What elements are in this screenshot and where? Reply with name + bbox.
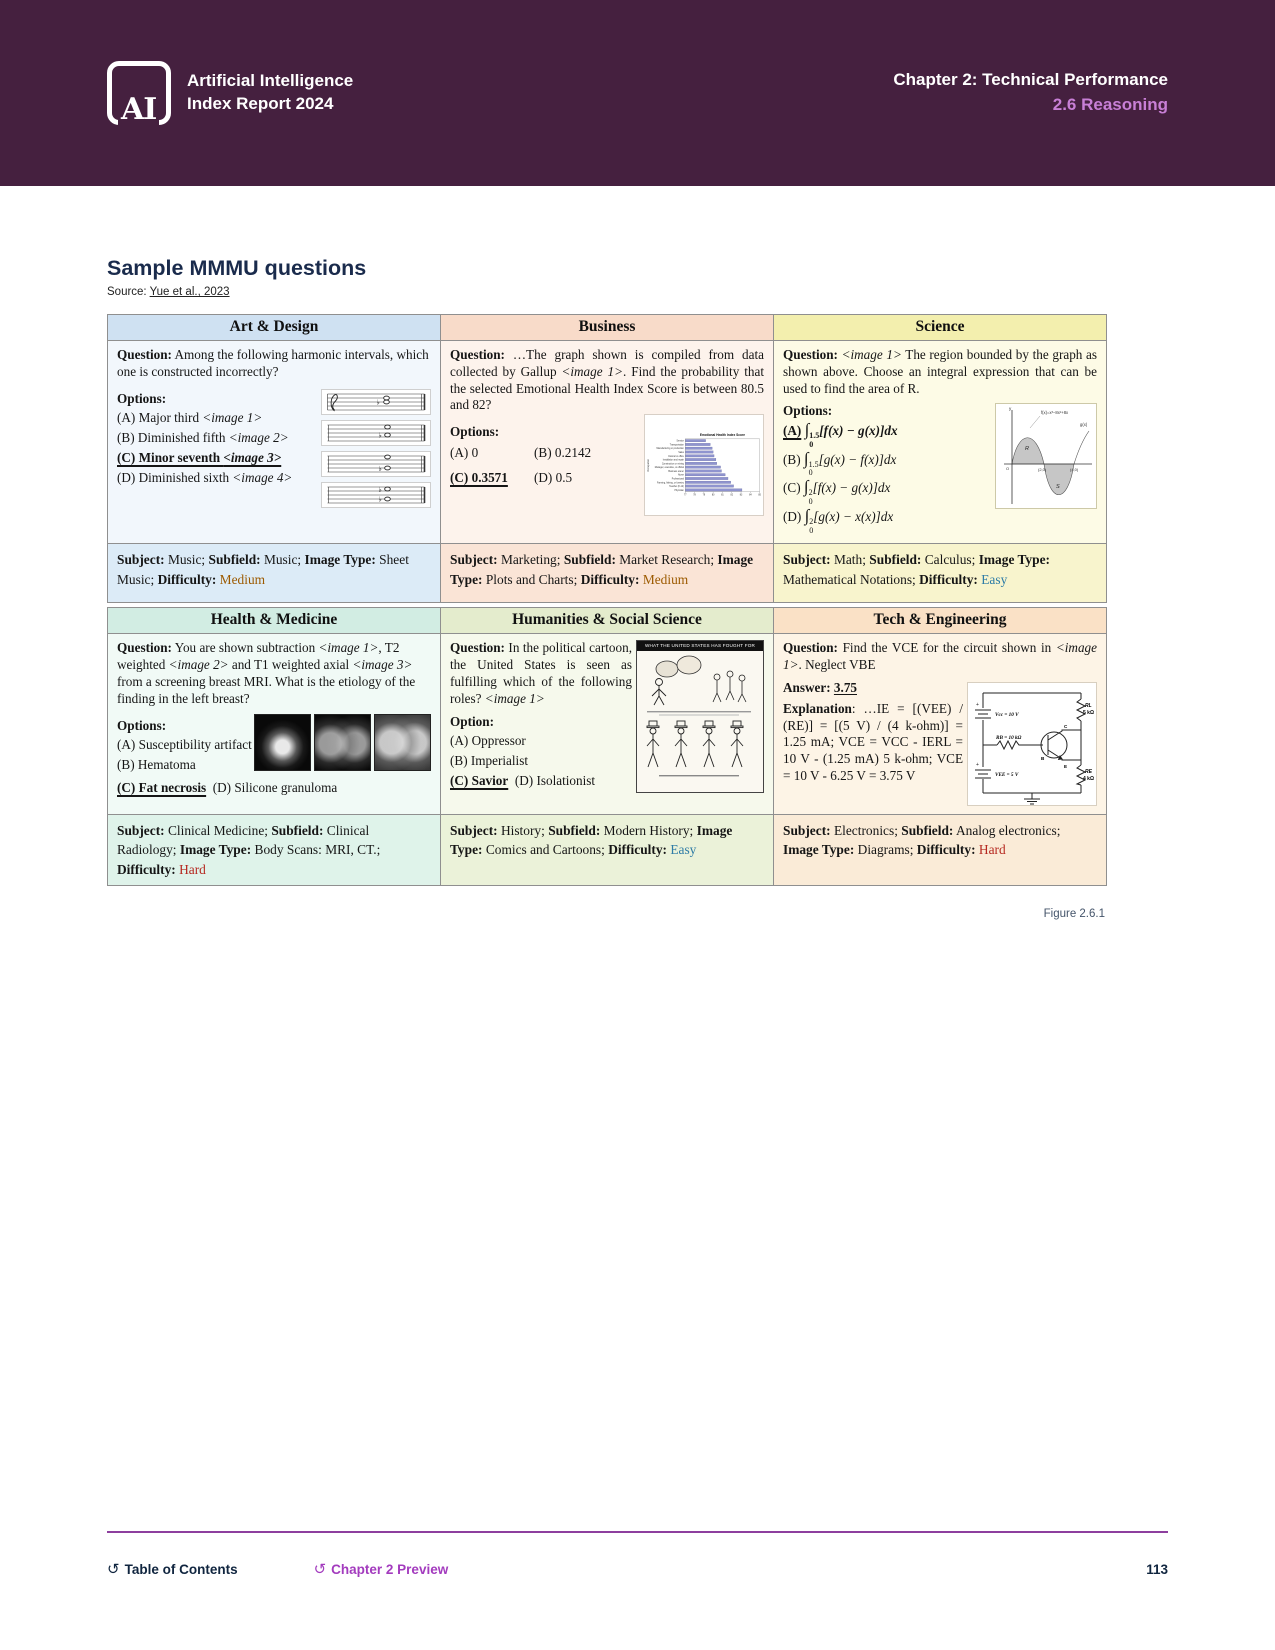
mri-image-1: [254, 714, 311, 771]
options-label: Options:: [117, 717, 167, 733]
science-question-text: The region bounded by the graph as shown above. Choose an integral expression that can be used to find the area of R.: [783, 347, 1097, 396]
image-ref: <image 4>: [232, 469, 293, 485]
tech-subject-cell: [774, 815, 1106, 885]
science-option-c: (C): [783, 480, 801, 496]
subject-label: Subject:: [117, 822, 165, 838]
tech-answer: 3.75: [833, 679, 857, 695]
health-question-cell: [108, 634, 441, 815]
int-lower: 0: [809, 525, 814, 535]
svg-text:Manager, executive, or officia: Manager, executive, or official: [654, 467, 684, 470]
tech-explanation: : …IE = [(VEE) / (RE)] = [(5 V) / (4 k-ohm)] = 1.25 mA; VCE = VCC - IERL = 10 V - (1.25 mA) 5 k-ohm; VCE = 10 V - 6.25 V = 3.75 V: [783, 700, 963, 783]
question-label: Question:: [450, 347, 505, 362]
svg-text:78: 78: [693, 494, 696, 497]
svg-text:Construction or mining: Construction or mining: [661, 463, 684, 466]
graph-region-s: S: [1056, 484, 1060, 491]
health-option-a: (A) Susceptibility artifact: [117, 737, 252, 753]
tech-question-text-1: Find the VCE for the circuit shown in: [837, 640, 1056, 656]
graph-region-r: R: [1025, 446, 1029, 453]
sheet-music-image-3: [321, 451, 431, 477]
svg-text:Business owner: Business owner: [668, 471, 684, 474]
source-prefix: Source:: [107, 286, 150, 298]
sheet-music-image-2: [321, 420, 431, 446]
options-label: Options:: [117, 390, 167, 406]
brand-line1: Artificial Intelligence: [187, 71, 354, 91]
explanation-label: Explanation: [783, 700, 852, 716]
circuit-rl-label: RL: [1085, 702, 1092, 709]
art-difficulty: Medium: [216, 571, 266, 587]
chapter-preview-link[interactable]: [314, 1560, 449, 1578]
graph-f-label: f(x)=x³−8x²+8x: [1041, 410, 1069, 416]
int-upper: 2: [809, 516, 814, 526]
science-subfield: Calculus;: [921, 552, 976, 568]
humanities-subfield: Modern History;: [600, 822, 697, 838]
chapter-block: [893, 68, 1168, 117]
header-health-medicine: Health & Medicine: [108, 608, 441, 634]
section-title: 2.6 Reasoning: [1052, 95, 1168, 114]
circuit-e-label: E: [1064, 763, 1068, 769]
subfield-label: Subfield:: [901, 822, 954, 838]
science-option-a-expr: [f(x) − g(x)]dx: [819, 423, 898, 439]
business-subject: Marketing;: [497, 552, 564, 568]
science-option-b: (B): [783, 451, 801, 467]
svg-text:♭: ♭: [378, 486, 382, 494]
int-lower: 0: [808, 497, 813, 507]
circuit-rl-value: 5 kΩ: [1083, 709, 1094, 716]
image-ref: <image 1>: [783, 640, 1097, 673]
tech-subfield: Analog electronics;: [953, 822, 1061, 838]
difficulty-label: Difficulty:: [916, 842, 976, 858]
int-lower: 0: [809, 439, 814, 449]
science-option-a-correct: (A): [783, 423, 802, 439]
graph-g-label: g(x): [1080, 422, 1088, 428]
art-question-cell: [108, 341, 441, 544]
emotional-health-index-chart: [644, 414, 764, 516]
health-image-type: Body Scans: MRI, CT.;: [251, 842, 381, 858]
int-upper: 1.5: [808, 459, 819, 469]
subfield-label: Subfield:: [563, 552, 616, 568]
image-type-label: Image Type:: [450, 822, 733, 858]
region-graph-image: [995, 403, 1097, 509]
business-option-d: (D) 0.5: [534, 469, 573, 485]
humanities-option-b: (B) Imperialist: [450, 753, 529, 769]
svg-text:84: 84: [749, 494, 752, 497]
subject-label: Subject:: [450, 552, 498, 568]
humanities-question-cell: [441, 634, 774, 815]
svg-text:Transportation: Transportation: [669, 444, 684, 447]
humanities-option-c-correct: (C) Savior: [450, 772, 509, 788]
subject-label: Subject:: [783, 552, 831, 568]
science-question-cell: Question: <image 1> The region bounded by the graph as shown above. Choose an integral expression that can be used to find the area of R. y f(x)=x³−8x²+8x g(x) R S (2,0) (4,0) O Options: (A) ∫ 1.5 0 [f(x) − g(x)]dx (B) ∫ 1.5 0 [g(x) − f(x)]dx (C) ∫ 2 0 [f(x) − g(x)]dx (D) ∫ 2 0 [g(x) − x(x)]dx: [774, 341, 1106, 544]
svg-text:Clerical or office: Clerical or office: [668, 455, 684, 458]
circuit-b-label: B: [1041, 755, 1045, 761]
circuit-vee-label: VEE = 5 V: [995, 771, 1019, 778]
svg-text:82: 82: [730, 494, 734, 497]
science-difficulty: Easy: [977, 571, 1008, 587]
subject-label: Subject:: [117, 552, 165, 568]
art-subject-cell: [108, 544, 441, 602]
tech-difficulty: Hard: [975, 842, 1006, 858]
question-label: Question:: [450, 640, 505, 656]
circuit-vcc-label: Vcc = 10 V: [995, 711, 1019, 718]
tech-question-text-2: . Neglect VBE: [798, 657, 876, 673]
image-type-label: Image Type:: [304, 552, 376, 568]
svg-text:81: 81: [721, 494, 724, 497]
difficulty-label: Difficulty:: [157, 571, 217, 587]
humanities-difficulty: Easy: [666, 842, 697, 858]
graph-pt1: (2,0): [1038, 467, 1047, 473]
health-option-b: (B) Hematoma: [117, 757, 196, 773]
image-ref: <image 1>: [841, 347, 902, 362]
question-label: Question:: [783, 640, 838, 656]
subfield-label: Subfield:: [548, 822, 601, 838]
mri-image-3: [374, 714, 431, 771]
image-ref: <image 3>: [352, 657, 413, 673]
business-option-a: (A) 0: [450, 444, 479, 460]
health-subfield: Clinical Radiology;: [117, 822, 370, 858]
footer-rule: [107, 1531, 1168, 1533]
svg-text:Professional: Professional: [671, 478, 684, 481]
svg-text:Teacher (K-12): Teacher (K-12): [669, 486, 684, 489]
question-label: Question:: [117, 640, 172, 656]
tech-subject: Electronics;: [830, 822, 902, 838]
business-difficulty: Medium: [639, 571, 689, 587]
science-option-d: (D): [783, 508, 802, 524]
toc-label: Table of Contents: [124, 1562, 238, 1577]
health-option-c-correct: (C) Fat necrosis: [117, 779, 207, 795]
health-option-d: (D) Silicone granuloma: [212, 779, 338, 795]
svg-text:79: 79: [702, 494, 706, 497]
business-question-text-2: . Find the probability that the selected Emotional Health Index Score is between 80.5 and 82?: [450, 363, 764, 413]
subject-label: Subject:: [450, 822, 498, 838]
business-question-cell: [441, 341, 774, 544]
mmmu-table-bottom: [107, 607, 1107, 886]
svg-text:Installation and repair: Installation and repair: [662, 459, 684, 462]
science-option-d-expr: [g(x) − x(x)]dx: [813, 508, 894, 524]
science-option-c-expr: [f(x) − g(x)]dx: [812, 480, 891, 496]
subfield-label: Subfield:: [271, 822, 324, 838]
science-option-b-expr: [g(x) − f(x)]dx: [818, 451, 897, 467]
image-ref: <image 2>: [168, 657, 229, 673]
ai-index-logo: [107, 61, 171, 125]
sheet-music-image-4: [321, 482, 431, 508]
svg-text:77: 77: [683, 494, 687, 497]
health-difficulty: Hard: [175, 861, 206, 877]
options-label: Options:: [783, 403, 833, 419]
circuit-rb-label: RB = 10 kΩ: [996, 734, 1022, 741]
image-ref: <image 2>: [228, 430, 289, 446]
mri-image-2: [314, 714, 371, 771]
difficulty-label: Difficulty:: [919, 571, 978, 587]
humanities-subject: History;: [497, 822, 549, 838]
svg-text:Manufacturing or production: Manufacturing or production: [656, 448, 684, 451]
svg-text:80: 80: [711, 494, 715, 497]
page-footer: [107, 1560, 1168, 1578]
svg-text:Farming, fishing, or forestry: Farming, fishing, or forestry: [657, 482, 684, 485]
svg-text:♭: ♭: [376, 399, 380, 407]
preview-label: Chapter 2 Preview: [331, 1562, 449, 1577]
graph-origin: O: [1006, 466, 1010, 472]
difficulty-label: Difficulty:: [608, 842, 667, 858]
top-banner: [0, 0, 1275, 186]
header-humanities: Humanities & Social Science: [441, 608, 774, 634]
svg-text:Nurse: Nurse: [677, 474, 684, 477]
brand-block: [107, 61, 353, 125]
image-ref: <image 3>: [223, 449, 282, 465]
page-number: 113: [1146, 1561, 1168, 1577]
int-upper: 1.5: [809, 431, 820, 441]
humanities-question-text: In the political cartoon, the United States is seen as fulfilling which of the following roles?: [450, 640, 632, 706]
question-label: Question:: [117, 347, 172, 362]
int-lower: 0: [808, 468, 813, 478]
header-tech-engineering: Tech & Engineering: [774, 608, 1106, 634]
humanities-subject-cell: [441, 815, 774, 885]
art-question-text: Among the following harmonic intervals, which one is constructed incorrectly?: [117, 347, 429, 379]
source-link[interactable]: Yue et al., 2023: [149, 286, 230, 298]
toc-link[interactable]: [107, 1560, 238, 1578]
mri-images: [254, 714, 431, 771]
image-ref: <image 1>: [202, 410, 263, 426]
cartoon-title: WHAT THE UNITED STATES HAS FOUGHT FOR: [637, 641, 763, 651]
circuit-diagram-image: [967, 682, 1097, 806]
political-cartoon-image: [636, 640, 764, 792]
business-question-text-1: …The graph shown is compiled from data collected by Gallup: [450, 347, 764, 379]
art-image-type: Sheet Music;: [117, 552, 409, 587]
svg-text:♭: ♭: [378, 496, 382, 504]
circuit-re-value: 4 kΩ: [1083, 775, 1094, 782]
sheet-music-images: [321, 389, 431, 508]
page-title: Sample MMMU questions: [107, 256, 367, 280]
option-label: Option:: [450, 713, 494, 729]
tech-question-cell: [774, 634, 1106, 815]
int-upper: 2: [808, 488, 813, 498]
header-science: Science: [774, 315, 1106, 341]
science-image-type: Mathematical Notations;: [783, 571, 916, 587]
svg-text:♭: ♭: [378, 432, 382, 440]
humanities-option-d: (D) Isolationist: [514, 772, 596, 788]
image-ref: <image 1>: [318, 640, 379, 656]
svg-text:+: +: [976, 701, 979, 708]
chapter-title: Chapter 2: Technical Performance: [893, 70, 1168, 90]
brand-line2: Index Report 2024: [187, 94, 334, 113]
svg-text:Occupation: Occupation: [647, 458, 651, 472]
circuit-re-label: RE: [1085, 768, 1092, 775]
svg-text:Sales: Sales: [678, 452, 684, 455]
image-ref: <image 1>: [484, 690, 545, 706]
options-label: Options:: [450, 424, 500, 440]
health-subject-cell: [108, 815, 441, 885]
health-question-text-2: , T2 weighted: [117, 640, 400, 673]
health-subject: Clinical Medicine;: [164, 822, 272, 838]
art-option-d: (D) Diminished sixth: [117, 469, 233, 485]
header-business: Business: [441, 315, 774, 341]
figure-caption: Figure 2.6.1: [1043, 908, 1105, 921]
business-option-b: (B) 0.2142: [534, 444, 592, 460]
subfield-label: Subfield:: [208, 552, 261, 568]
svg-text:85: 85: [758, 494, 761, 497]
graph-y-label: y: [1009, 406, 1012, 412]
source-line: [107, 286, 1168, 298]
humanities-image-type: Comics and Cartoons;: [482, 842, 605, 858]
business-subject-cell: [441, 544, 774, 602]
svg-text:+: +: [976, 761, 979, 768]
svg-text:Service: Service: [676, 440, 684, 443]
difficulty-label: Difficulty:: [117, 861, 176, 877]
mmmu-table-top: [107, 314, 1107, 603]
art-option-a: (A) Major third: [117, 410, 203, 426]
answer-label: Answer:: [783, 679, 831, 695]
brand-title: [187, 70, 353, 116]
business-option-c-correct: (C) 0.3571: [450, 469, 508, 485]
image-type-label: Image Type:: [179, 842, 252, 858]
health-question-text-4: from a screening breast MRI. What is the etiology of the finding in the left breast?: [117, 673, 416, 706]
circuit-c-label: C: [1064, 723, 1068, 729]
subfield-label: Subfield:: [869, 552, 922, 568]
logo-ai-text: AI: [118, 92, 159, 127]
difficulty-label: Difficulty:: [580, 571, 640, 587]
sheet-music-image-1: [321, 389, 431, 415]
art-option-c-correct: (C) Minor seventh: [117, 449, 224, 465]
graph-pt2: (4,0): [1070, 467, 1079, 473]
tech-image-type: Diagrams;: [854, 842, 914, 858]
question-label: Question:: [783, 347, 838, 362]
health-question-text-1: You are shown subtraction: [171, 640, 319, 656]
svg-text:♭: ♭: [378, 465, 382, 473]
image-type-label: Image Type:: [450, 552, 754, 587]
health-question-text-3: and T1 weighted axial: [228, 657, 353, 673]
business-image-type: Plots and Charts;: [482, 571, 578, 587]
science-subject: Math;: [830, 552, 870, 568]
subject-label: Subject:: [783, 822, 831, 838]
art-subject: Music;: [164, 552, 209, 568]
image-ref: <image 1>: [561, 363, 624, 379]
business-subfield: Market Research;: [615, 552, 718, 568]
humanities-option-a: (A) Oppressor: [450, 733, 526, 749]
return-icon: ↺: [313, 1561, 327, 1578]
science-subject-cell: [774, 544, 1106, 602]
cartoon-drawing: [637, 651, 761, 783]
image-type-label: Image Type:: [783, 842, 855, 858]
return-icon: ↺: [107, 1561, 120, 1578]
svg-text:83: 83: [739, 494, 743, 497]
image-type-label: Image Type:: [978, 552, 1050, 568]
art-option-b: (B) Diminished fifth: [117, 430, 229, 446]
art-subfield: Music;: [260, 552, 302, 568]
svg-text:Emotional Health Index Score: Emotional Health Index Score: [699, 433, 746, 438]
header-art-design: Art & Design: [108, 315, 441, 341]
svg-text:Physician: Physician: [674, 489, 684, 492]
